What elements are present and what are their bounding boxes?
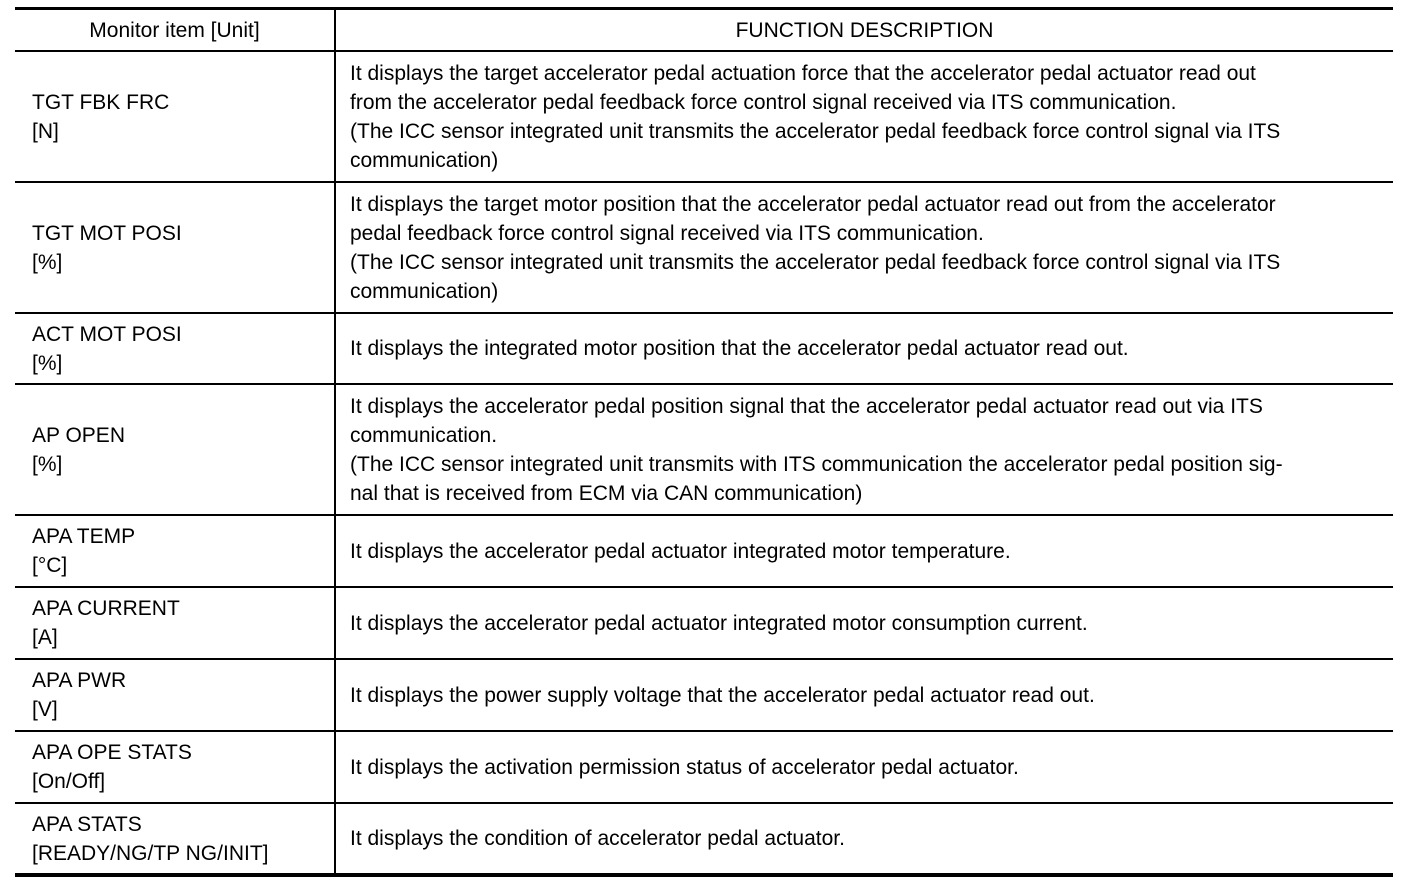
monitor-item-name: APA OPE STATS	[32, 741, 192, 764]
description-line: communication)	[350, 148, 499, 172]
description-line: It displays the activation permission status of accelerator pedal actuator.	[350, 755, 1019, 779]
table-row	[15, 313, 1393, 384]
table-row	[15, 515, 1393, 587]
monitor-item-table	[15, 7, 1393, 877]
description-line: communication)	[350, 279, 499, 303]
monitor-item-cell	[15, 587, 335, 659]
monitor-item-cell	[15, 803, 335, 875]
function-description-cell	[335, 313, 1393, 384]
monitor-item-name: ACT MOT POSI	[32, 322, 182, 346]
monitor-item-cell	[15, 313, 335, 384]
monitor-item-unit: [V]	[32, 698, 58, 721]
description-line: It displays the target motor position that the accelerator pedal actuator read out from the accelerator	[350, 192, 1276, 216]
function-description-cell	[335, 515, 1393, 587]
table-row	[15, 384, 1393, 515]
monitor-item-unit: [%]	[32, 351, 63, 375]
monitor-item-cell	[15, 515, 335, 587]
description-line: (The ICC sensor integrated unit transmits the accelerator pedal feedback force control signal via ITS	[350, 250, 1281, 274]
table-row	[15, 803, 1393, 875]
monitor-item-unit: [%]	[32, 452, 63, 476]
monitor-item-name: TGT MOT POSI	[32, 221, 182, 245]
monitor-item-cell	[15, 182, 335, 313]
header-function-description: FUNCTION DESCRIPTION	[335, 9, 1393, 52]
description-line: It displays the power supply voltage that the accelerator pedal actuator read out.	[350, 683, 1095, 707]
function-description-cell	[335, 51, 1393, 182]
function-description-cell	[335, 731, 1393, 803]
description-line: communication.	[350, 423, 498, 447]
function-description-cell	[335, 182, 1393, 313]
description-line: from the accelerator pedal feedback force control signal received via ITS communication.	[350, 90, 1177, 114]
description-line: It displays the target accelerator pedal actuation force that the accelerator pedal actuator read out	[350, 61, 1256, 85]
monitor-item-unit: [A]	[32, 626, 58, 649]
table-row	[15, 51, 1393, 182]
function-description-cell	[335, 659, 1393, 731]
table-row	[15, 659, 1393, 731]
monitor-item-name: AP OPEN	[32, 423, 125, 447]
monitor-item-cell	[15, 659, 335, 731]
monitor-item-unit: [On/Off]	[32, 770, 106, 793]
monitor-item-unit: [N]	[32, 119, 59, 143]
description-line: It displays the accelerator pedal position signal that the accelerator pedal actuator read out via ITS	[350, 394, 1263, 418]
description-line: pedal feedback force control signal received via ITS communication.	[350, 221, 984, 245]
function-description-cell	[335, 803, 1393, 875]
description-line: nal that is received from ECM via CAN communication)	[350, 481, 863, 505]
monitor-item-unit: [%]	[32, 250, 63, 274]
function-description-cell	[335, 587, 1393, 659]
monitor-item-name: APA PWR	[32, 669, 127, 692]
monitor-item-unit: [READY/NG/TP NG/INIT]	[32, 841, 269, 865]
monitor-item-name: APA STATS	[32, 812, 142, 836]
table-row	[15, 587, 1393, 659]
description-line: It displays the condition of accelerator pedal actuator.	[350, 827, 845, 850]
monitor-item-unit: [°C]	[32, 554, 68, 577]
description-line: It displays the integrated motor position that the accelerator pedal actuator read out.	[350, 337, 1129, 360]
function-description-cell	[335, 384, 1393, 515]
monitor-item-cell	[15, 51, 335, 182]
monitor-item-cell	[15, 731, 335, 803]
monitor-item-name: APA TEMP	[32, 525, 136, 548]
description-line: It displays the accelerator pedal actuator integrated motor consumption current.	[350, 611, 1088, 635]
description-line: (The ICC sensor integrated unit transmits the accelerator pedal feedback force control signal via ITS	[350, 119, 1281, 143]
monitor-item-name: TGT FBK FRC	[32, 90, 170, 114]
table-row	[15, 731, 1393, 803]
monitor-item-name: APA CURRENT	[32, 597, 180, 620]
monitor-item-cell	[15, 384, 335, 515]
table-row	[15, 182, 1393, 313]
description-line: It displays the accelerator pedal actuator integrated motor temperature.	[350, 539, 1011, 563]
description-line: (The ICC sensor integrated unit transmits with ITS communication the accelerator pedal position sig-	[350, 452, 1283, 476]
table-header-row	[15, 9, 1393, 52]
header-monitor-item: Monitor item [Unit]	[15, 9, 335, 52]
